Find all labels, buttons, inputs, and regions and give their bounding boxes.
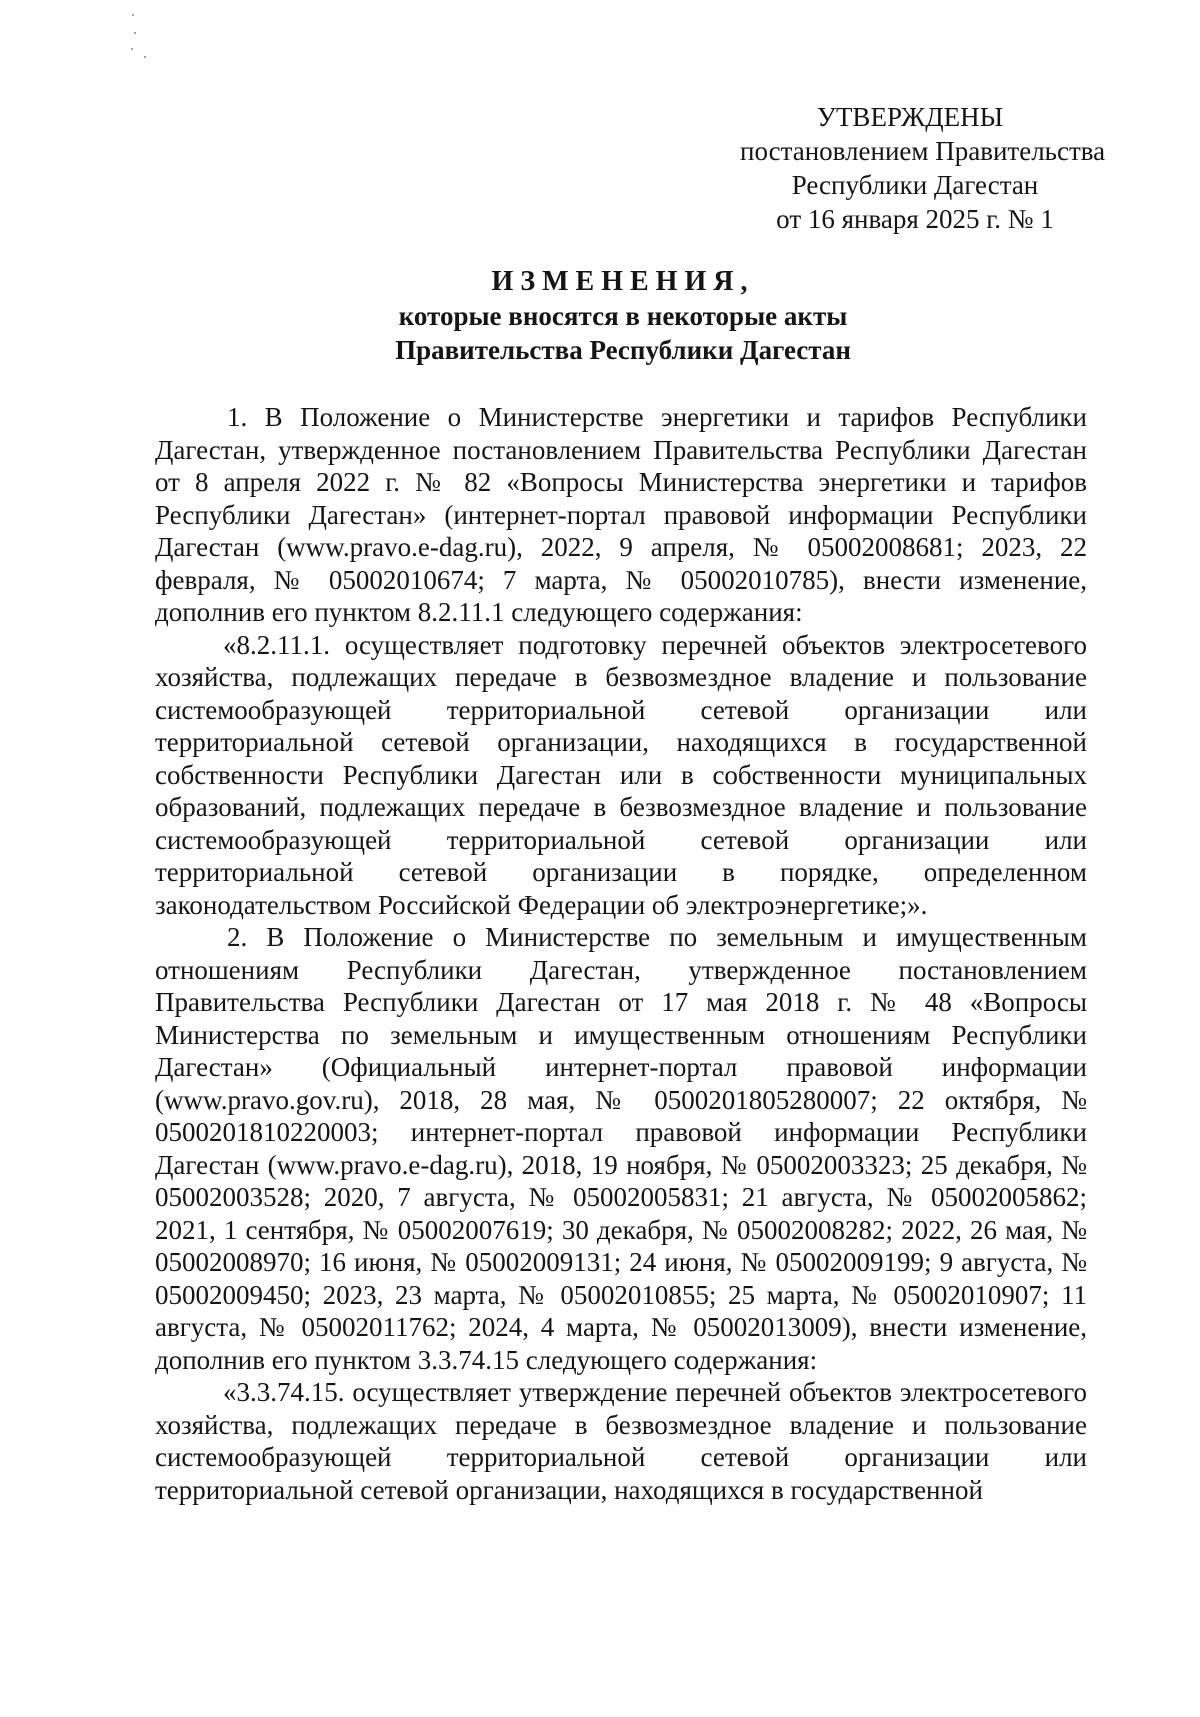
approval-line-date: от 16 января 2025 г. № 1 (776, 204, 1054, 234)
heading-subtitle-2: Правительства Республики Дагестан (395, 335, 851, 365)
quoted-item-8-2-11-1: «8.2.11.1. осуществляет подготовку перечней объектов электросетевого хозяйства, подлежащих передаче в безвозмездное владение и пользование системообразующей территориальной сетевой организации или территориальной сетевой организации, находящихся в государственной собственности Республики Дагестан или в собственности муниципальных образований, подлежащих передаче в безвозмездное владение и пользование системообразующей территориальной сетевой организации или территориальной сетевой организации в порядке, определенном законодательством Российской Федерации об электроэнергетике;». (155, 629, 1087, 920)
scan-specks (130, 10, 160, 60)
heading-subtitle-1: которые вносятся в некоторые акты (398, 301, 848, 331)
approval-stamp (690, 100, 1106, 236)
document-heading (150, 265, 1096, 367)
quoted-item-3-3-74-15: «3.3.74.15. осуществляет утверждение перечней объектов электросетевого хозяйства, подлежащих передаче в безвозмездное владение и пользование системообразующей территориальной сетевой организации или территориальной сетевой организации, находящихся в государственной (155, 1377, 1087, 1505)
document-body (155, 401, 1087, 1506)
paragraph-2: 2. В Положение о Министерстве по земельным и имущественным отношениям Республики Дагестан, утвержденное постановлением Правительства Республики Дагестан от 17 мая 2018 г. № 48 «Вопросы Министерства по земельным и имущественным отношениям Республики Дагестан» (Официальный интернет-портал правовой информации (www.pravo.gov.ru), 2018, 28 мая, № 0500201805280007; 22 октября, № 0500201810220003; интернет-портал правовой информации Республики Дагестан (www.pravo.e-dag.ru), 2018, 19 ноября, № 05002003323; 25 декабря, № 05002003528; 2020, 7 августа, № 05002005831; 21 августа, № 05002005862; 2021, 1 сентября, № 05002007619; 30 декабря, № 05002008282; 2022, 26 мая, № 05002008970; 16 июня, № 05002009131; 24 июня, № 05002009199; 9 августа, № 05002009450; 2023, 23 марта, № 05002010855; 25 марта, № 05002010907; 11 августа, № 05002011762; 2024, 4 марта, № 05002013009), внести изменение, дополнив его пунктом 3.3.74.15 следующего содержания: (155, 922, 1087, 1375)
approval-line-republic: Республики Дагестан (791, 170, 1039, 200)
approval-line-resolution: постановлением Правительства (740, 136, 1106, 166)
heading-title: ИЗМЕНЕНИЯ, (491, 266, 755, 297)
approval-title: УТВЕРЖДЕНЫ (816, 102, 1004, 132)
paragraph-1: 1. В Положение о Министерстве энергетики и тарифов Республики Дагестан, утвержденное постановлением Правительства Республики Дагестан от 8 апреля 2022 г. № 82 «Вопросы Министерства энергетики и тарифов Республики Дагестан» (интернет-портал правовой информации Республики Дагестан (www.pravo.e-dag.ru), 2022, 9 апреля, № 05002008681; 2023, 22 февраля, № 05002010674; 7 марта, № 05002010785), внести изменение, дополнив его пунктом 8.2.11.1 следующего содержания: (155, 402, 1087, 627)
